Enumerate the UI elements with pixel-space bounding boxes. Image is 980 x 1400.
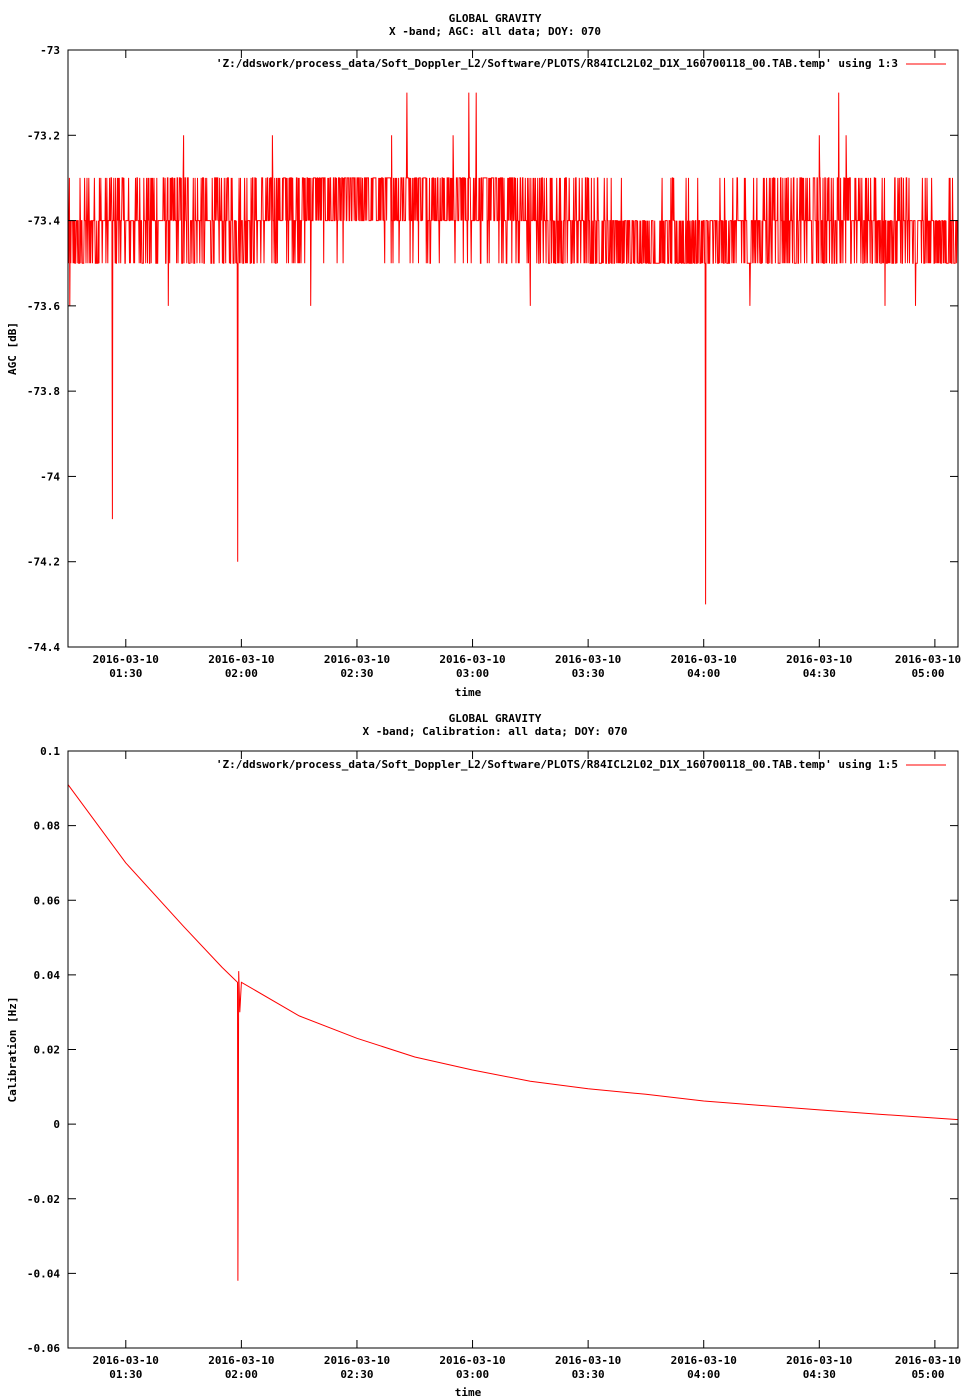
- x-tick-date-label: 2016-03-10: [323, 1354, 391, 1367]
- y-tick-label: -73.6: [26, 299, 60, 313]
- y-tick-label: 0: [53, 1118, 60, 1132]
- series-line: [68, 93, 958, 605]
- x-tick-date-label: 2016-03-10: [208, 653, 275, 666]
- x-tick-time-label: 04:30: [802, 667, 836, 680]
- x-tick-date-label: 2016-03-10: [894, 653, 962, 666]
- x-tick-time-label: 01:30: [109, 667, 143, 680]
- x-tick-time-label: 03:30: [571, 1368, 605, 1381]
- plot-frame: [68, 751, 958, 1348]
- y-tick-label: 0.08: [33, 819, 60, 833]
- x-tick-date-label: 2016-03-10: [555, 1354, 622, 1367]
- x-tick-time-label: 01:30: [109, 1368, 143, 1381]
- y-tick-label: 0.04: [33, 968, 60, 982]
- x-tick-time-label: 04:30: [802, 1368, 836, 1381]
- y-tick-label: -73: [40, 44, 60, 57]
- y-tick-label: -0.02: [26, 1192, 60, 1206]
- x-tick-time-label: 05:00: [911, 667, 945, 680]
- x-tick-time-label: 03:00: [455, 1368, 490, 1381]
- y-tick-label: -0.04: [26, 1267, 60, 1281]
- x-tick-date-label: 2016-03-10: [786, 653, 853, 666]
- y-tick-label: -0.06: [26, 1342, 60, 1355]
- x-tick-date-label: 2016-03-10: [894, 1354, 962, 1367]
- x-tick-date-label: 2016-03-10: [439, 653, 506, 666]
- y-tick-label: -74.4: [26, 641, 60, 654]
- x-tick-date-label: 2016-03-10: [92, 1354, 159, 1367]
- series-line: [68, 785, 958, 1281]
- x-tick-date-label: 2016-03-10: [323, 653, 391, 666]
- x-tick-date-label: 2016-03-10: [439, 1354, 506, 1367]
- y-tick-label: -74.2: [26, 555, 60, 569]
- plot-frame: [68, 50, 958, 647]
- x-tick-time-label: 05:00: [911, 1368, 945, 1381]
- y-tick-label: -73.4: [26, 214, 60, 228]
- x-tick-time-label: 03:30: [571, 667, 605, 680]
- chart-panel-2: [68, 751, 958, 1348]
- y-tick-label: 0.02: [33, 1043, 60, 1057]
- y-axis-label: Calibration [Hz]: [6, 996, 19, 1103]
- x-tick-time-label: 02:30: [340, 1368, 374, 1381]
- y-tick-label: -73.8: [26, 385, 60, 399]
- x-tick-time-label: 02:30: [340, 667, 374, 680]
- x-tick-date-label: 2016-03-10: [208, 1354, 275, 1367]
- x-axis-label: time: [454, 1386, 482, 1399]
- x-axis-label: time: [454, 686, 482, 699]
- legend-label: 'Z:/ddswork/process_data/Soft_Doppler_L2/Software/PLOTS/R84ICL2L02_D1X_160700118_00.TAB.temp' using 1:5: [215, 758, 898, 771]
- y-tick-label: 0.1: [40, 745, 60, 758]
- x-tick-date-label: 2016-03-10: [670, 653, 737, 666]
- x-tick-date-label: 2016-03-10: [92, 653, 159, 666]
- chart-subtitle: X -band; AGC: all data; DOY: 070: [389, 25, 601, 38]
- chart-title: GLOBAL GRAVITY: [448, 12, 542, 25]
- x-tick-time-label: 03:00: [455, 667, 490, 680]
- chart-subtitle: X -band; Calibration: all data; DOY: 070: [362, 725, 628, 738]
- x-tick-time-label: 04:00: [687, 1368, 721, 1381]
- x-tick-time-label: 02:00: [224, 1368, 258, 1381]
- x-tick-time-label: 04:00: [687, 667, 721, 680]
- x-tick-date-label: 2016-03-10: [670, 1354, 737, 1367]
- legend-label: 'Z:/ddswork/process_data/Soft_Doppler_L2/Software/PLOTS/R84ICL2L02_D1X_160700118_00.TAB.temp' using 1:3: [215, 57, 898, 70]
- y-tick-label: -73.2: [26, 129, 60, 143]
- chart-title: GLOBAL GRAVITY: [448, 712, 542, 725]
- y-axis-label: AGC [dB]: [6, 322, 19, 375]
- y-tick-label: -74: [40, 470, 60, 484]
- x-tick-date-label: 2016-03-10: [786, 1354, 853, 1367]
- x-tick-time-label: 02:00: [224, 667, 258, 680]
- chart-panel-1: [68, 50, 958, 647]
- x-tick-date-label: 2016-03-10: [555, 653, 622, 666]
- y-tick-label: 0.06: [33, 894, 60, 908]
